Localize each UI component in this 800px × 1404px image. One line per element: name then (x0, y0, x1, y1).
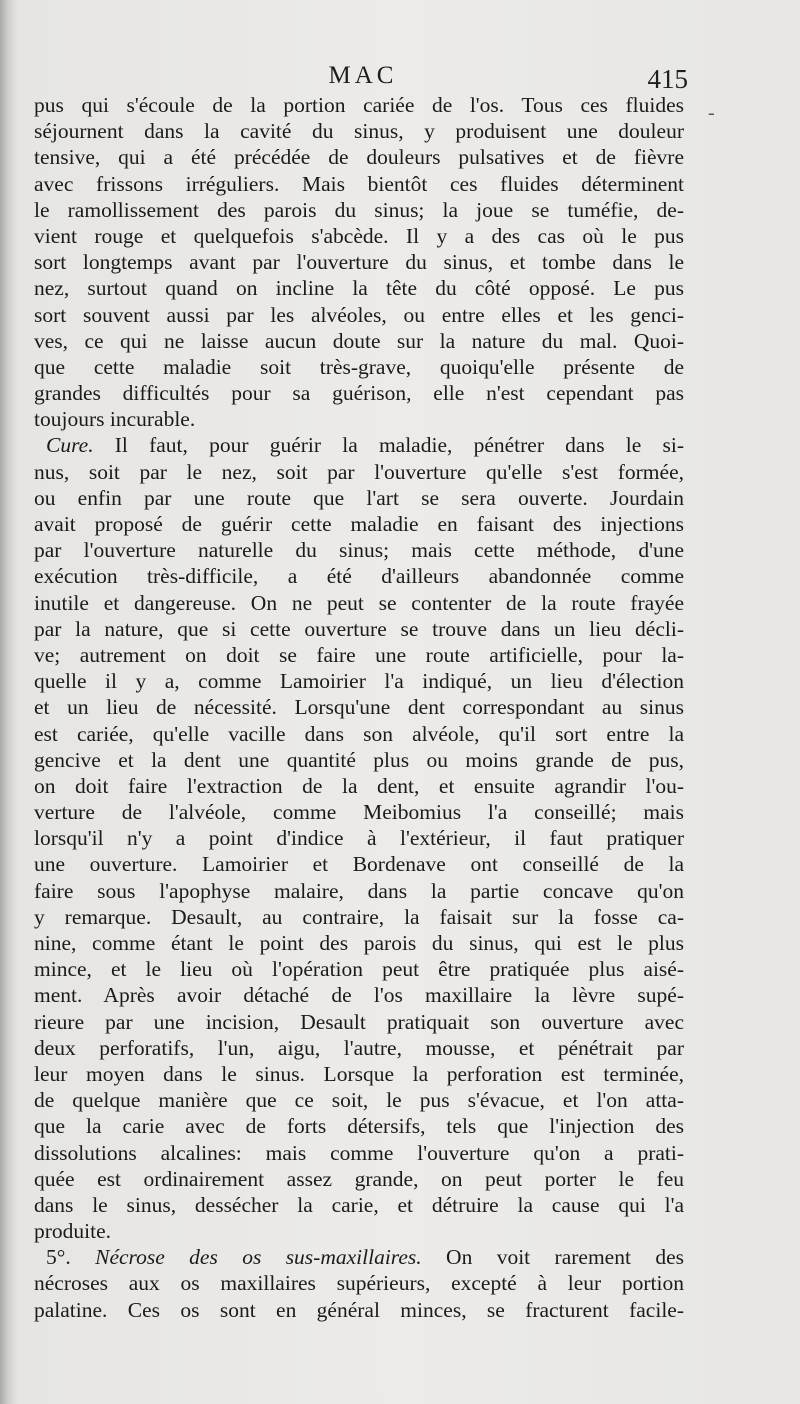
text-line (34, 1140, 684, 1166)
line-text: gencive et la dent une quantité plus ou moins grande de pus, (34, 747, 684, 772)
text-line (34, 563, 684, 589)
line-text: verture de l'alvéole, comme Meibomius l'a conseillé; mais (34, 800, 684, 825)
text-line (34, 904, 684, 930)
text-line (34, 302, 684, 328)
line-text: mince, et le lieu où l'opération peut être pratiquée plus aisé- (34, 957, 684, 982)
line-text: vient rouge et quelquefois s'abcède. Il y a des cas où le pus (34, 223, 684, 248)
line-text: leur moyen dans le sinus. Lorsque la perforation est terminée, (34, 1061, 684, 1086)
text-line (34, 930, 684, 956)
line-text: sort longtemps avant par l'ouverture du sinus, et tombe dans le (34, 250, 684, 275)
line-text: pus qui s'écoule de la portion cariée de l'os. Tous ces fluides (34, 93, 684, 117)
text-line (34, 1061, 684, 1087)
line-text: ves, ce qui ne laisse aucun doute sur la nature du mal. Quoi- (34, 328, 684, 353)
line-text: que cette maladie soit très-grave, quoiqu'elle présente de (34, 354, 684, 379)
text-line (34, 747, 684, 773)
line-text: quée est ordinairement assez grande, on peut porter le feu (34, 1166, 684, 1191)
line-text: produite. (34, 1219, 112, 1244)
text-line (34, 537, 684, 563)
text-line (34, 668, 684, 694)
text-line (34, 511, 684, 537)
text-line (34, 1270, 684, 1296)
text-line (34, 144, 684, 170)
line-text: sort souvent aussi par les alvéoles, ou entre elles et les genci- (34, 302, 684, 327)
text-line (34, 485, 684, 511)
text-line (34, 878, 684, 904)
text-line (34, 459, 684, 485)
line-text: par l'ouverture naturelle du sinus; mais cette méthode, d'une (34, 538, 684, 563)
text-line (34, 1218, 684, 1244)
text-line (34, 275, 684, 301)
text-line (34, 1192, 684, 1218)
line-text: et un lieu de nécessité. Lorsqu'une dent correspondant au sinus (34, 695, 684, 720)
line-text: nez, surtout quand on incline la tête du côté opposé. Le pus (34, 276, 684, 301)
text-line (34, 825, 684, 851)
text-line (34, 171, 684, 197)
text-line (34, 616, 684, 642)
text-line (34, 328, 684, 354)
line-text: palatine. Ces os sont en général minces, se fracturent facile- (34, 1297, 684, 1322)
line-text: séjournent dans la cavité du sinus, y produisent une douleur (34, 119, 684, 144)
text-line (34, 956, 684, 982)
line-text: est cariée, qu'elle vacille dans son alvéole, qu'il sort entre la (34, 721, 684, 746)
line-text: on doit faire l'extraction de la dent, et ensuite agrandir l'ou- (34, 773, 684, 798)
line-text: y remarque. Desault, au contraire, la faisait sur la fosse ca- (34, 904, 684, 929)
line-text: par la nature, que si cette ouverture se trouve dans un lieu décli- (34, 616, 684, 641)
line-text: avec frissons irréguliers. Mais bientôt ces fluides déterminent (34, 171, 684, 196)
line-text: une ouverture. Lamoirier et Bordenave ont conseillé de la (34, 852, 684, 877)
line-text: lorsqu'il n'y a point d'indice à l'extérieur, il faut pratiquer (34, 826, 684, 851)
line-text: ve; autrement on doit se faire une route artificielle, pour la- (34, 642, 684, 667)
text-line (34, 694, 684, 720)
text-line (34, 249, 684, 275)
line-text: ment. Après avoir détaché de l'os maxillaire la lèvre supé- (34, 983, 684, 1008)
line-text: dissolutions alcalines: mais comme l'ouverture qu'on a prati- (34, 1140, 684, 1165)
line-text: deux perforatifs, l'un, aigu, l'autre, mousse, et pénétrait par (34, 1035, 684, 1060)
text-line (34, 799, 684, 825)
line-text: exécution très-difficile, a été d'ailleurs abandonnée comme (34, 564, 684, 589)
margin-mark: - (708, 102, 715, 124)
section-heading: Nécrose des os sus-maxillaires. (95, 1245, 422, 1270)
line-text: que la carie avec de forts détersifs, tels que l'injection des (34, 1114, 684, 1139)
line-text: nine, comme étant le point des parois du sinus, qui est le plus (34, 931, 684, 955)
line-text: nus, soit par le nez, soit par l'ouverture qu'elle s'est formée, (34, 459, 684, 484)
text-line (34, 380, 684, 406)
line-text: grandes difficultés pour sa guérison, elle n'est cependant pas (34, 381, 684, 406)
text-line (34, 197, 684, 223)
text-line (34, 982, 684, 1008)
text-line (34, 1244, 684, 1270)
text-line (34, 432, 684, 458)
text-line (34, 1297, 684, 1323)
line-text: On voit rarement des (421, 1245, 684, 1270)
line-text: faire sous l'apophyse malaire, dans la partie concave qu'on (34, 878, 684, 903)
text-line (34, 590, 684, 616)
line-text: toujours incurable. (34, 407, 196, 432)
page-number: 415 (647, 64, 688, 94)
line-text: avait proposé de guérir cette maladie en faisant des injections (34, 512, 684, 536)
line-text: rieure par une incision, Desault pratiquait son ouverture avec (34, 1009, 684, 1034)
line-text: tensive, qui a été précédée de douleurs pulsatives et de fièvre (34, 145, 684, 170)
text-line (34, 721, 684, 747)
line-text: Il faut, pour guérir la maladie, pénétrer dans le si- (93, 433, 684, 458)
line-lead: Cure. (46, 433, 94, 458)
text-line (34, 1035, 684, 1061)
text-line (34, 1166, 684, 1192)
page-header (38, 62, 688, 94)
line-text: quelle il y a, comme Lamoirier l'a indiqué, un lieu d'élection (34, 669, 684, 694)
line-text: de quelque manière que ce soit, le pus s'évacue, et l'on atta- (34, 1088, 684, 1113)
text-line (34, 1087, 684, 1113)
text-line (34, 851, 684, 877)
text-line (34, 354, 684, 380)
line-text: ou enfin par une route que l'art se sera ouverte. Jourdain (34, 485, 684, 510)
text-line (34, 118, 684, 144)
line-text: nécroses aux os maxillaires supérieurs, excepté à leur portion (34, 1271, 684, 1296)
line-lead: 5°. (46, 1245, 96, 1270)
text-line (34, 773, 684, 799)
text-line (34, 1113, 684, 1139)
body-text (34, 92, 684, 1323)
text-line (34, 223, 684, 249)
line-text: le ramollissement des parois du sinus; la joue se tuméfie, de- (34, 197, 684, 222)
running-head: MAC (328, 62, 398, 89)
text-line (34, 1009, 684, 1035)
line-text: dans le sinus, dessécher la carie, et détruire la cause qui l'a (34, 1192, 684, 1217)
line-text: inutile et dangereuse. On ne peut se contenter de la route frayée (34, 590, 684, 615)
text-line (34, 642, 684, 668)
text-line (34, 92, 684, 118)
text-line (34, 406, 684, 432)
